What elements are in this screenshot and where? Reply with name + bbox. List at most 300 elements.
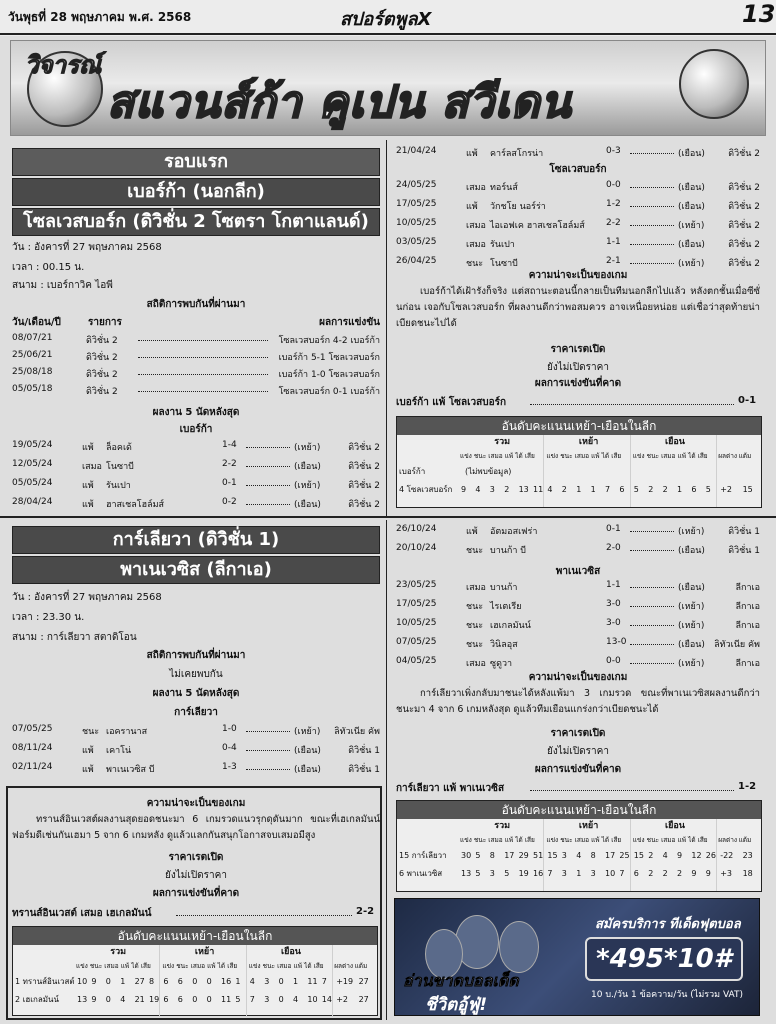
m1-prob-title: ความน่าจะเป็นของเกม [528,270,628,281]
m2-date: วัน : อังคารที่ 27 พฤษภาคม 2568 [12,592,162,603]
standings-cell: 5 [475,851,481,860]
form-result: เสมอ [466,583,486,593]
standings-cell: 3 [561,869,567,878]
standings-row [15,993,377,1007]
standings-cell: 2 [662,485,668,494]
form-venue: (เยือน) [294,765,321,775]
grid-line [630,819,631,891]
form-result: ชนะ [82,727,100,737]
m1-odds-title: ราคาเรตเปิด [550,344,606,355]
standings-cell: 4 [293,995,299,1004]
standings-cell: 0 [206,977,212,986]
standings-cell: 1 [293,977,299,986]
h2h-row [12,350,380,364]
grid-line [716,819,717,891]
ad-slogan-1: อ่านขาดบอลเด็ด [403,971,519,990]
standings-cell: 7 [605,485,611,494]
standings-cell: 2 [561,485,567,494]
form-opponent: พาเนเวซิส บี [106,765,155,775]
form-opponent: คาร์ลสโกรน่า [490,149,544,159]
form-competition: ดิวิชั่น 2 [728,259,760,269]
leader-dots [246,724,290,732]
leader-dots [630,618,674,626]
standings-cell: 17 [504,851,515,860]
form-opponent: ไอเอฟเค ฮาสเชลโฮล์มส์ [490,221,585,231]
ad-subtext: 10 บ./วัน 1 ข้อความ/วัน (ไม่รวม VAT) [591,990,743,1000]
form-row [12,440,380,454]
standings-team: 15 การ์เลียวา [399,851,447,860]
form-date: 20/10/24 [396,543,437,553]
form-venue: (เยือน) [678,546,705,556]
standings-cell: 5 [705,485,711,494]
form-row [396,146,760,160]
form-score: 2-2 [222,459,237,469]
m0-pred-title: ผลการแข่งขันที่คาด [152,888,240,899]
standings-cell: 10 [307,995,318,1004]
m2-home-name: การ์เลียวา [174,707,218,718]
form-date: 26/10/24 [396,524,437,534]
m2-away-name: พาเนเวซิส [555,566,601,577]
standings-row [399,465,761,479]
banner-label: วิจารณ์ [25,51,102,79]
standings-cell: 1 [235,977,241,986]
leader-dots [630,146,674,154]
m0-standings-table [12,926,378,1016]
standings-group-header: เหย้า [578,821,599,831]
standings-cell: 16 [533,869,544,878]
standings-cell: 1 [590,485,596,494]
standings-cell: 4 [547,485,553,494]
m2-h2h-none: ไม่เคยพบกัน [169,669,223,680]
form-competition: ดิวิชั่น 2 [728,240,760,250]
col-date: วัน/เดือน/ปี [12,317,61,328]
ad-headline: สมัครบริการ ทีเด็ดฟุตบอล [595,917,741,932]
standings-cell: 1 [677,485,683,494]
form-row [396,199,760,213]
m2-pred-title: ผลการแข่งขันที่คาด [534,764,622,775]
standings-cell: 11 [307,977,318,986]
standings-cell: 9 [461,485,467,494]
standings-cell: 11 [533,485,544,494]
standings-cell: 4 [249,977,255,986]
form-competition: ดิวิชั่น 1 [348,746,380,756]
standings-group-header: รวม [110,947,127,957]
standings-cell: 7 [249,995,255,1004]
form-score: 0-0 [606,656,621,666]
standings-group-header: รวม [494,437,511,447]
h2h-result: เบอร์ก้า 1-0 โซลเวสบอร์ก [278,370,380,380]
sms-ad-banner[interactable] [394,898,760,1016]
standings-cell: 11 [221,995,232,1004]
column-divider-bottom [386,520,387,1020]
standings-cell: 2 [648,851,654,860]
form-score: 0-1 [222,478,237,488]
form-venue: (เยือน) [678,149,705,159]
standings-team: 1 ทรานส์อินเวสต์ [15,977,75,986]
form-date: 02/11/24 [12,762,53,772]
form-score: 0-2 [222,497,237,507]
leader-dots [630,218,674,226]
standings-cell: 0 [105,995,111,1004]
m2-pred-dots [530,783,734,791]
standings-cell: 17 [605,851,616,860]
standings-cell: 15 [633,851,644,860]
standings-cell: 0 [206,995,212,1004]
standings-cell: -22 [720,851,734,860]
standings-cell: 15 [547,851,558,860]
standings-cell: 9 [677,851,683,860]
form-opponent: ซูดูวา [490,659,513,669]
column-divider-top [386,140,387,516]
h2h-row [12,367,380,381]
standings-cell: 26 [705,851,716,860]
standings-subheader: แข่ง ชนะ เสมอ แพ้ ได้ เสีย [460,452,535,460]
form-opponent: ไรเตเรีย [490,602,522,612]
standings-title: อันดับคะแนนเหย้า-เยือนในลีก [397,417,761,435]
form-venue: (เหย้า) [678,602,705,612]
form-score: 1-2 [606,199,621,209]
form-result: ชนะ [466,621,484,631]
standings-cell: 6 [633,869,639,878]
m2-away-bar: พาเนเวซิส (ลีกาเอ) [12,556,380,584]
form-competition: ดิวิชั่น 2 [348,481,380,491]
m2-standings-table [396,800,762,892]
form-opponent: อัตมอสเฟร่า [490,527,538,537]
standings-cell: 3 [264,977,270,986]
standings-cell: 27 [358,995,369,1004]
form-result: แพ้ [82,746,94,756]
form-result: เสมอ [82,462,102,472]
grid-line [543,435,544,507]
col-comp: รายการ [88,317,122,328]
leader-dots [246,497,290,505]
standings-subheader: แข่ง ชนะ เสมอ แพ้ ได้ เสีย [546,452,622,460]
m2-odds-title: ราคาเรตเปิด [550,728,606,739]
standings-cell: 9 [691,869,697,878]
m1-home-bar: เบอร์ก้า (นอกลีก) [12,178,380,206]
standings-team: เบอร์ก้า [399,467,426,476]
form-date: 05/05/24 [12,478,53,488]
standings-cell: 2 [662,869,668,878]
leader-dots [630,543,674,551]
standings-cell: 7 [321,977,327,986]
standings-cell: 15 [742,485,753,494]
form-row [12,743,380,757]
form-result: แพ้ [82,481,94,491]
form-date: 10/05/25 [396,218,437,228]
form-opponent: วินิลอุส [490,640,518,650]
m1-pred-match: เบอร์ก้า แพ้ โซลเวสบอร์ก [396,397,507,408]
form-opponent: โนซาบี [106,462,134,472]
m0-odds-title: ราคาเรตเปิด [168,852,224,863]
form-result: เสมอ [466,183,486,193]
form-score: 0-1 [606,524,621,534]
standings-cell: 9 [91,977,97,986]
standings-cell: 13 [461,869,472,878]
form-result: เสมอ [466,659,486,669]
m1-h2h-title: สถิติการพบกันที่ผ่านมา [146,299,246,310]
leader-dots [630,599,674,607]
h2h-comp: ดิวิชั่น 2 [86,370,118,380]
form-opponent: เคาโน่ [106,746,132,756]
form-date: 17/05/25 [396,599,437,609]
form-result: ชนะ [466,602,484,612]
m1-pred-title: ผลการแข่งขันที่คาด [534,378,622,389]
standings-row [399,483,761,497]
header-divider [0,33,776,35]
leader-dots [630,637,674,645]
form-score: 2-1 [606,256,621,266]
banner-title: สแวนส์ก้า คูเปน สวีเดน [107,77,572,128]
form-venue: (เยือน) [294,746,321,756]
standings-cell: 1 [120,977,126,986]
h2h-result: โซลเวสบอร์ก 4-2 เบอร์ก้า [278,336,380,346]
m2-last5-title: ผลงาน 5 นัดหลังสุด [152,688,240,699]
form-date: 07/05/25 [12,724,53,734]
form-opponent: โนซาบี [490,259,518,269]
leader-dots [138,384,268,392]
form-competition: ลีกาเอ [735,621,760,631]
standings-cell: 3 [264,995,270,1004]
standings-cell: 13 [77,995,88,1004]
standings-cell: +19 [336,977,354,986]
form-row [396,180,760,194]
standings-pts-header: แต้ม [738,452,752,460]
standings-row [15,975,377,989]
standings-cell: 1 [576,485,582,494]
standings-cell: 4 [120,995,126,1004]
m0-prob-text: ทรานส์อินเวสต์ผลงานสุดยอดชนะมา 6 เกมรวดแนวรุกดุดันมาก ขณะที่เฮเกลมันน์ฟอร์มดีเช่นกันเฮมา 5 จาก 6 เกมหลัง ดูแล้วแลกกันสนุกโอกาสจบเสมอมีสูง [12,814,380,841]
standings-cell: 10 [77,977,88,986]
standings-cell: 19 [149,995,160,1004]
standings-cell: 9 [91,995,97,1004]
standings-cell: 6 [163,995,169,1004]
form-result: แพ้ [466,202,478,212]
grid-line [246,945,247,1017]
standings-cell: 6 [177,995,183,1004]
standings-subheader: แข่ง ชนะ เสมอ แพ้ ได้ เสีย [632,452,708,460]
form-competition: ดิวิชั่น 2 [348,462,380,472]
leader-dots [138,350,268,358]
standings-cell: 0 [192,995,198,1004]
leader-dots [630,180,674,188]
standings-cell: +2 [720,485,732,494]
form-result: แพ้ [82,500,94,510]
form-competition: ดิวิชั่น 1 [728,527,760,537]
standings-group-header: เหย้า [578,437,599,447]
form-competition: ลิทัวเนีย คัพ [714,640,760,650]
form-competition: ดิวิชั่น 2 [728,183,760,193]
standings-group-header: เยือน [281,947,301,957]
standings-cell: 19 [518,869,529,878]
standings-subheader: แข่ง ชนะ เสมอ แพ้ ได้ เสีย [546,836,622,844]
form-competition: ลีกาเอ [735,583,760,593]
form-date: 19/05/24 [12,440,53,450]
h2h-row [12,384,380,398]
standings-cell: 5 [475,869,481,878]
form-result: เสมอ [466,240,486,250]
standings-subheader: แข่ง ชนะ เสมอ แพ้ ได้ เสีย [632,836,708,844]
form-row [12,762,380,776]
leader-dots [630,656,674,664]
standings-gd-header: ผลต่าง [718,836,738,844]
m0-pred-match: ทรานส์อินเวสต์ เสมอ เฮเกลมันน์ [12,908,152,919]
form-opponent: ล็อคเด้ [106,443,132,453]
standings-cell: 5 [504,869,510,878]
standings-cell: 30 [461,851,472,860]
h2h-date: 25/06/21 [12,350,53,360]
form-score: 1-0 [222,724,237,734]
m2-prob-text: การ์เลียวาเพิ่งกลับมาชนะได้หลังแพ้มา 3 เกมรวด ขณะที่พาเนเวซิสผลงานดีกว่า ชนะมา 4 จาก 6 เกมหลังสุด ดูแล้วทีมเยือนแกร่งกว่าเบียดชนะได้ [396,688,760,715]
standings-cell: 4 [475,485,481,494]
form-row [396,599,760,613]
grid-line [332,945,333,1017]
m1-away-bar: โซลเวสบอร์ก (ดิวิชั่น 2 โซตรา โกตาแลนด์) [12,208,380,236]
ad-slogan-2: ชีวิตอู้ฟู่! [425,995,488,1015]
form-row [396,218,760,232]
standings-row [399,867,761,881]
form-competition: ลีกาเอ [735,659,760,669]
m1-last5-title: ผลงาน 5 นัดหลังสุด [152,407,240,418]
form-score: 1-3 [222,762,237,772]
form-row [12,724,380,738]
m2-pred-match: การ์เลียวา แพ้ พาเนเวซิส [396,783,505,794]
m2-home-bar: การ์เลียวา (ดิวิชั่น 1) [12,526,380,554]
form-result: แพ้ [82,443,94,453]
form-opponent: เฮเกลมันน์ [490,621,531,631]
h2h-comp: ดิวิชั่น 2 [86,336,118,346]
m0-pred-score: 2-2 [356,906,375,917]
standings-cell: 29 [518,851,529,860]
standings-subheader: แข่ง ชนะ เสมอ แพ้ ได้ เสีย [76,962,151,970]
standings-cell: 6 [619,485,625,494]
form-date: 23/05/25 [396,580,437,590]
m2-pred-score: 1-2 [738,781,757,792]
leader-dots [630,237,674,245]
m1-date: วัน : อังคารที่ 27 พฤษภาคม 2568 [12,242,162,253]
grid-line [159,945,160,1017]
standings-cell: 10 [605,869,616,878]
m2-odds: ยังไม่เปิดราคา [547,746,609,757]
m1-prob-text: เบอร์ก้าได้เฝ้ารังก็จริง แต่สถานะตอนนี้กลายเป็นทีมนอกลีกไปแล้ว หลังตกชั้นเมื่อซีซั่นก่อน เจอกับโซลเวสบอร์ก ที่ผลงานดีกว่าพอสมควร อาจเหนื่อยหน่อย แต่เชื่อว่าสุดท้ายน่าเบียดชนะไปได้ [396,286,760,329]
standings-cell: 5 [633,485,639,494]
form-result: ชนะ [466,640,484,650]
h2h-date: 25/08/18 [12,367,53,377]
standings-cell: 5 [235,995,241,1004]
standings-group-header: เยือน [665,437,685,447]
ad-sms-code[interactable]: *495*10# [585,937,743,981]
col-result: ผลการแข่งขัน [319,317,380,328]
form-venue: (เหย้า) [294,443,321,453]
standings-cell: 6 [177,977,183,986]
h2h-comp: ดิวิชั่น 2 [86,353,118,363]
form-row [396,656,760,670]
m1-time: เวลา : 00.15 น. [12,262,85,273]
player-photo [499,921,539,973]
form-competition: ดิวิชั่น 1 [728,546,760,556]
standings-cell: 0 [278,995,284,1004]
standings-cell: 8 [590,851,596,860]
standings-subheader: แข่ง ชนะ เสมอ แพ้ ได้ เสีย [162,962,238,970]
h2h-result: เบอร์ก้า 5-1 โซลเวสบอร์ก [278,353,380,363]
form-opponent: บานก้า [490,583,518,593]
form-competition: ดิวิชั่น 2 [348,443,380,453]
m0-prob-title: ความน่าจะเป็นของเกม [146,798,246,809]
form-row [396,524,760,538]
form-venue: (เยือน) [678,640,705,650]
leader-dots [246,478,290,486]
form-result: ชนะ [466,259,484,269]
standings-cell: 2 [677,869,683,878]
standings-cell: 51 [533,851,544,860]
standings-cell: 0 [192,977,198,986]
form-result: แพ้ [466,149,478,159]
form-venue: (เยือน) [678,183,705,193]
leader-dots [246,440,290,448]
leader-dots [630,199,674,207]
h2h-result: โซลเวสบอร์ก 0-1 เบอร์ก้า [278,387,380,397]
form-venue: (เหย้า) [294,481,321,491]
leader-dots [138,367,268,375]
standings-title: อันดับคะแนนเหย้า-เยือนในลีก [13,927,377,945]
standings-cell: 27 [134,977,145,986]
standings-cell: 14 [321,995,332,1004]
form-venue: (เหย้า) [678,221,705,231]
form-date: 26/04/25 [396,256,437,266]
standings-cell: 23 [742,851,753,860]
form-venue: (เหย้า) [678,259,705,269]
form-venue: (เยือน) [294,500,321,510]
standings-cell: 6 [163,977,169,986]
h2h-comp: ดิวิชั่น 2 [86,387,118,397]
m1-venue: สนาม : เบอร์กาวิค ไอพี [12,280,113,291]
form-date: 07/05/25 [396,637,437,647]
form-score: 2-0 [606,543,621,553]
standings-cell: 13 [518,485,529,494]
form-date: 08/11/24 [12,743,53,753]
m1-pred-dots [530,397,734,405]
leader-dots [630,580,674,588]
form-opponent: เอครานาส [106,727,148,737]
form-opponent: รันเปา [490,240,515,250]
form-date: 28/04/24 [12,497,53,507]
form-result: แพ้ [466,527,478,537]
grid-line [543,819,544,891]
m2-prob-title: ความน่าจะเป็นของเกม [528,672,628,683]
standings-cell: 3 [561,851,567,860]
standings-cell: 6 [691,485,697,494]
standings-cell: 2 [648,869,654,878]
form-date: 03/05/25 [396,237,437,247]
standings-cell: +2 [336,995,348,1004]
standings-title: อันดับคะแนนเหย้า-เยือนในลีก [397,801,761,819]
form-venue: (เหย้า) [678,527,705,537]
standings-cell: 16 [221,977,232,986]
form-score: 1-4 [222,440,237,450]
form-opponent: วักชโย นอร์ร่า [490,202,546,212]
form-competition: ดิวิชั่น 2 [728,149,760,159]
form-row [12,478,380,492]
standings-cell: 7 [547,869,553,878]
standings-cell: 8 [489,851,495,860]
standings-cell: 0 [278,977,284,986]
standings-cell: 8 [149,977,155,986]
form-venue: (เยือน) [678,202,705,212]
standings-cell: 25 [619,851,630,860]
page-number: 13 [742,0,776,28]
standings-cell: 9 [705,869,711,878]
form-opponent: ฮาสเชลโฮล์มส์ [106,500,165,510]
